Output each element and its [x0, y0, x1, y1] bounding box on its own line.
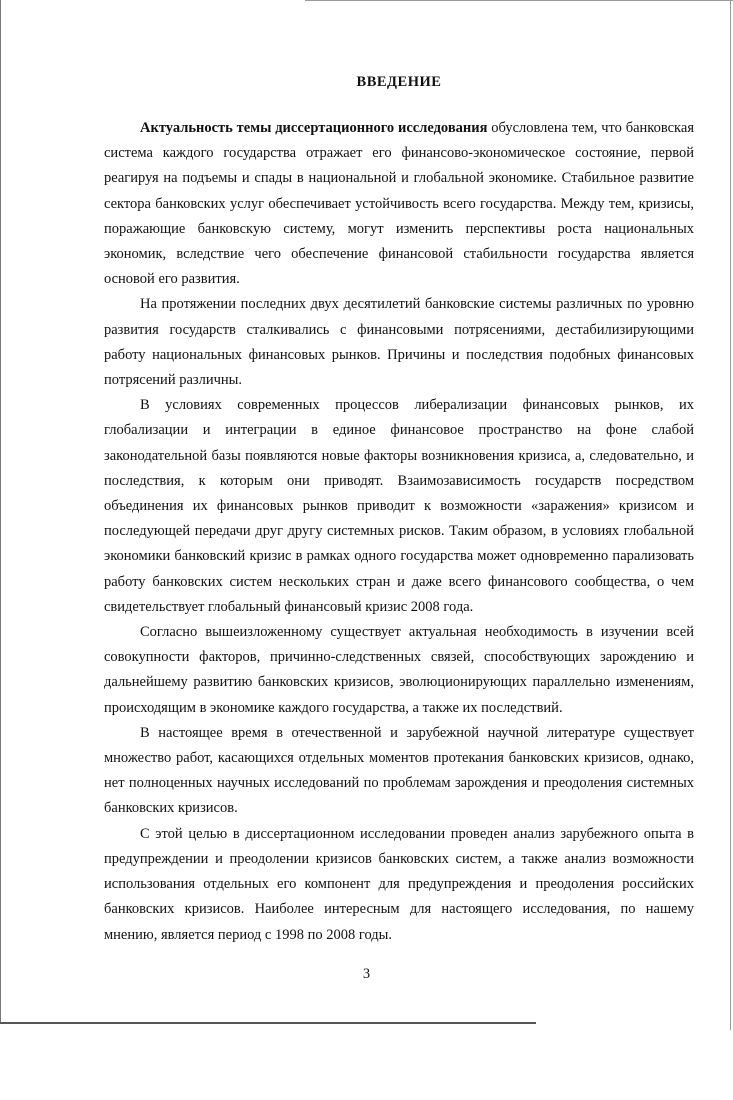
paragraph: Согласно вышеизложенному существует актуальная необходимость в изучении всей совокупности факторов, причинно-следственных связей, способствующих зарождению и дальнейшему развитию банковских кризисов, эволюционирующих параллельно изменениям, происходящим в экономике каждого государства, а также их последствий.: [104, 624, 694, 716]
paragraph-relevance: [104, 116, 694, 292]
scan-right-edge: [730, 0, 731, 1030]
paragraph: В настоящее время в отечественной и зарубежной научной литературе существует множество работ, касающихся отдельных моментов протекания банковских кризисов, однако, нет полноценных научных исследований по проблемам зарождения и преодоления системных банковских кризисов.: [104, 724, 694, 817]
paragraph: С этой целью в диссертационном исследовании проведен анализ зарубежного опыта в предупреждении и преодолении кризисов банковских систем, а также анализ возможности использования отдельных его компонент для предупреждения и преодоления российских банковских кризисов. Наиболее интересным для настоящего исследования, по нашему мнению, является период с 1998 по 2008 годы.: [104, 825, 694, 943]
scan-left-edge: [0, 0, 1, 1022]
document-page: [104, 60, 694, 948]
page-number: 3: [362, 966, 371, 982]
paragraph: В условиях современных процессов либерализации финансовых рынков, их глобализации и интеграции в единое финансовое пространство на фоне слабой законодательной базы появляются новые факторы возникновения кризиса, а, следовательно, и последствия, к которым они приводят. Взаимозависимость государств посредством объединения их финансовых рынков приводит к возможности «заражения» кризисом и последующей передачи друг другу системных рисков. Таким образом, в условиях глобальной экономики банковский кризис в рамках одного государства может одновременно парализовать работу банковских систем нескольких стран и даже всего финансового сообщества, о чем свидетельствует глобальный финансовый кризис 2008 года.: [104, 397, 694, 615]
scan-bottom-line: [0, 1022, 536, 1024]
page-title: ВВЕДЕНИЕ: [356, 74, 442, 90]
scan-top-line: [305, 0, 733, 1]
paragraph-text: обусловлена тем, что банковская система каждого государства отражает его финансово-экономическое состояние, первой реагируя на подъемы и спады в национальной и глобальной экономике. Стабильное развитие сектора банковских услуг обеспечивает устойчивость всего государства. Между тем, кризисы, поражающие банковскую систему, могут изменить перспективы роста национальных экономик, вследствие чего обеспечение финансовой стабильности государства является основой его развития.: [104, 120, 694, 288]
paragraph: На протяжении последних двух десятилетий банковские системы различных по уровню развития государств сталкивались с финансовыми потрясениями, дестабилизирующими работу национальных финансовых рынков. Причины и последствия подобных финансовых потрясений различны.: [104, 296, 694, 389]
paragraph-lead: Актуальность темы диссертационного исследования: [140, 120, 488, 136]
